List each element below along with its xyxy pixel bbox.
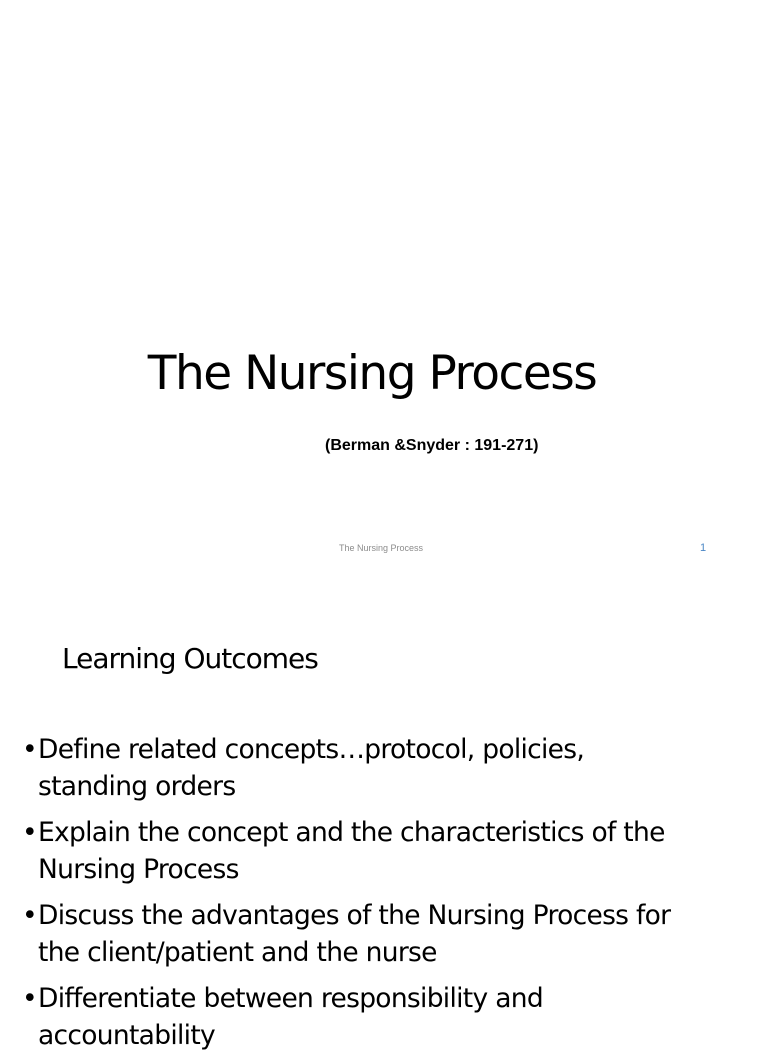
bullet-icon: • — [22, 983, 37, 1014]
bullet-icon: • — [22, 900, 37, 931]
section-heading: Learning Outcomes — [62, 642, 318, 675]
slide-number: 1 — [700, 542, 707, 554]
bullet-text: Define related concepts…protocol, policies, standing orders — [38, 734, 585, 802]
bullet-icon: • — [22, 817, 37, 848]
bullet-text: Discuss the advantages of the Nursing Process for the client/patient and the nurse — [38, 900, 671, 968]
bullet-text: Explain the concept and the characteristics of the Nursing Process — [38, 817, 665, 885]
bullet-item — [22, 731, 752, 805]
bullet-item — [22, 814, 752, 888]
bullet-item — [22, 897, 752, 971]
bullet-icon: • — [22, 734, 37, 765]
slide-footer: The Nursing Process — [339, 543, 424, 553]
bullet-text: Differentiate between responsibility and accountability — [38, 983, 543, 1051]
slide-subtitle: (Berman &Snyder : 191-271) — [325, 437, 539, 454]
slide-title: The Nursing Process — [147, 346, 597, 401]
slide-2 — [0, 576, 768, 1051]
bullet-list — [22, 731, 752, 1063]
bullet-item — [22, 980, 752, 1054]
